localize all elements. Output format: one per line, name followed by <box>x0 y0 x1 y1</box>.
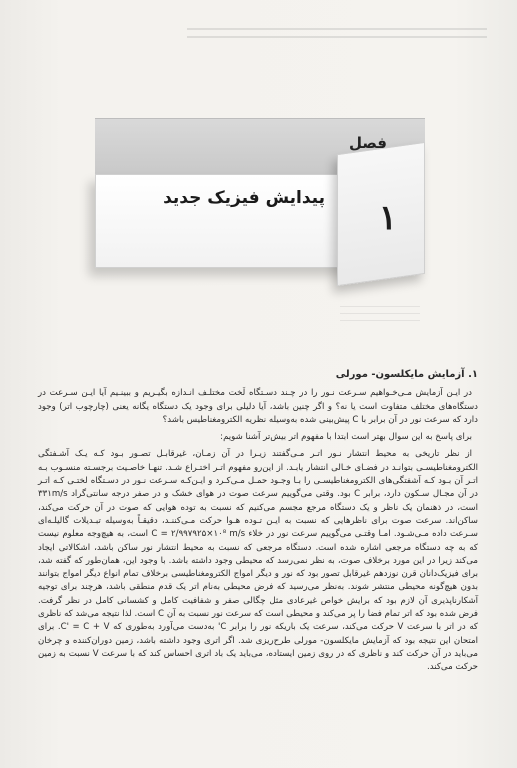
bleed-through-mark <box>340 300 420 330</box>
chapter-label: فصل <box>349 134 387 152</box>
chapter-number: ۱ <box>378 198 397 238</box>
body-text <box>38 368 478 679</box>
paragraph: در ایـن آزمایش مـی‌خـواهیم سـرعت نـور را در چـند دسـتگاه لَخت مختلـف انـدازه بگیـریم و ببینـیم آیا ایـن سـرعت در دستگاه‌های مختلف متفاوت است یا نه؟ و اگر چنین باشد، آیا دلیلی برای وجود یک دستگاه یگانه یعنی (چارچوب اتر) وجود دارد که سرعت نور در آن برابر با C پیش‌بینی شده به‌وسیله نظریه الکترومغناطیس باشد؟ <box>38 388 478 425</box>
bleed-through-text <box>187 22 487 52</box>
section-heading: ۱. آزمایش مایکلسون- مورلی <box>335 369 478 380</box>
paragraph: برای پاسخ به این سوال بهتر است ابتدا با مفهوم اتر بیش‌تر آشنا شویم: <box>220 432 472 443</box>
paragraph: از نظر تاریخی به محیط انتشار نـور اتـر مـی‌گفتند زیـرا در آن زمـان، غیرقابـل تصـور بـود کـه یـک آشـفتگی الکترومغناطیسـی بتوانـد در فضـای خـالی انتشار یابـد. از این‌رو مفهوم اتـر اختـراع شـد. تنهـا خاصـیت برجسـته منسـوب بـه اتـر آن بـود کـه آشفتگی‌های الکترومغناطیسـی را بـا وجـود حمـل مـی‌کـرد و ایـن‌کـه سـرعت نـور در دسـتگاه لختـی کـه اتـر در آن مجـال سـکون دارد، برابر C بود. وقتی می‌گوییم سرعت صوت در هوای خشک و در صفر درجه سانتی‌گراد ۳۳۱m/s است، در ذهنمان یک ناظر و یک دستگاه مرجع مجسم می‌کنیم که نسبت به توده هوایی که صوت در آن حرکت می‌کند، ساکن‌اند. سرعت صوت برای ناظرهایی که نسبت به ایـن تـوده هـوا حرکت مـی‌کننـد، دقیقـاً به‌وسیله تبـدیلات گالیلـه‌ای سـرعت داده مـی‌شـود. امـا وقتـی می‌گوییم سرعت نور در خلاء C = ۲/۹۹۷۹۲۵×۱۰⁸ m/s است، به هیچ‌وجه معلوم نیست که به چه دستگاه مرجعی اشاره شده است. دستگاه مرجعی که نسبت به محیط انتشار نور ساکن باشد، اشکالاتی ایجاد می‌کند زیرا در این مورد برخلاف صوت، به نظر نمی‌رسد که محیطی وجود داشته باشد. با وجود این، همان‌طور که گفته شد، برای فیزیک‌دانان قرن نوزدهم غیرقابل تصور بود که نور و دیگر امواج الکترومغناطیسی برخلاف تمام انواع دیگر امواج بتوانند بدون هیچ‌گونه محیطی منتشر شوند. به‌نظر می‌رسید که فرض محیطی به‌نام اتر یک قدم منطقی باشد، هرچند برای توجیه آشکارناپذیری آن لازم بود که برایش خواص غیرعادی مثل چگالی صفر و شفافیت کامل و کشسانی کامل در نظر گرفت. فرض شده بود که اتر تمام فضا را پر می‌کند و محیطی است که سرعت نور نسبت به آن C است. لذا نتیجه می‌شد که ناظری که در اتر با سرعت V حرکت می‌کند، سرعت یک باریکه نور را برابر C' به‌دست می‌آورد به‌طوری که C' = C + V. برای امتحان این نتیجه بود که آزمایش مایکلسون- مورلی طرح‌ریزی شد. اگر اتری وجود داشته باشد، زمین دوران‌کننده و چرخان می‌باید در آن حرکت کند و ناظری که در روی زمین ایستاده، می‌باید یک باد اتری احساس کند که با سرعت V نسبت به زمین حرکت می‌کند. <box>38 449 479 673</box>
chapter-title: پیدایش فیزیک جدید <box>163 188 325 208</box>
chapter-banner <box>95 118 425 278</box>
